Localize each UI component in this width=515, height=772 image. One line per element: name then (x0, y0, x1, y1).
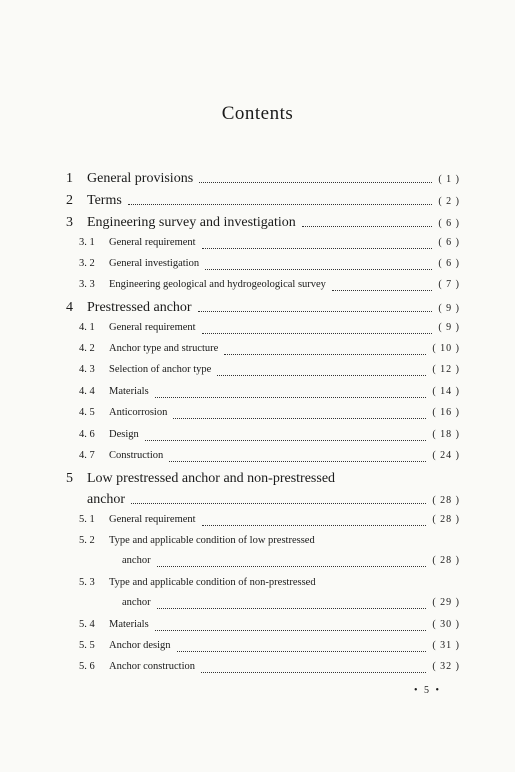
entry-number: 5 (66, 471, 73, 486)
entry-number: 4. 6 (79, 429, 95, 440)
leader-dots (131, 503, 426, 504)
entry-label: Materials (109, 619, 149, 630)
leader-dots (198, 311, 433, 312)
entry-number: 3 (66, 215, 73, 230)
entry-page: ( 6 ) (438, 218, 460, 229)
entry-label: Prestressed anchor (87, 300, 192, 315)
leader-dots (202, 525, 427, 526)
entry-label: Design (109, 429, 139, 440)
toc-entry-5 (66, 471, 460, 489)
entry-number: 4. 1 (79, 322, 95, 333)
entry-number: 4. 4 (79, 386, 95, 397)
entry-number: 5. 4 (79, 619, 95, 630)
toc-entry-3 (66, 215, 460, 233)
leader-dots (128, 204, 433, 205)
leader-dots (217, 375, 426, 376)
toc-entry-5-2-cont (66, 555, 460, 573)
entry-number: 2 (66, 193, 73, 208)
entry-number: 1 (66, 171, 73, 186)
entry-label: General requirement (109, 237, 196, 248)
leader-dots (173, 418, 426, 419)
entry-label: General requirement (109, 514, 196, 525)
toc-entry-5-3-cont (66, 597, 460, 615)
entry-number: 5. 2 (79, 535, 95, 546)
entry-number: 4. 7 (79, 450, 95, 461)
leader-dots (302, 226, 433, 227)
entry-label: Anchor construction (109, 661, 196, 672)
entry-label: Engineering survey and investigation (87, 215, 296, 230)
entry-number: 3. 1 (79, 237, 95, 248)
entry-page: ( 28 ) (432, 495, 460, 506)
toc-entry-5-4 (66, 619, 460, 637)
entry-page: ( 6 ) (438, 258, 460, 269)
entry-page: ( 29 ) (432, 597, 460, 608)
toc-entry-5-cont (66, 492, 460, 510)
toc-entry-3-3 (66, 279, 460, 297)
entry-label: Construction (109, 450, 164, 461)
entry-number: 5. 5 (79, 640, 95, 651)
entry-number: 4. 5 (79, 407, 95, 418)
entry-label: Engineering geological and hydrogeological survey (109, 279, 326, 290)
page-title: Contents (221, 103, 294, 124)
entry-page: ( 28 ) (432, 514, 460, 525)
entry-page: ( 9 ) (438, 303, 460, 314)
leader-dots (202, 333, 433, 334)
toc-entry-5-1 (66, 514, 460, 532)
toc-entry-4-5 (66, 407, 460, 425)
entry-label: Materials (109, 386, 149, 397)
toc-entry-4-3 (66, 364, 460, 382)
entry-label: anchor (122, 555, 151, 566)
toc-entry-4-7 (66, 450, 460, 468)
entry-page: ( 1 ) (438, 174, 460, 185)
page-number: • 5 • (414, 685, 442, 696)
leader-dots (157, 566, 427, 567)
toc-entry-3-1 (66, 237, 460, 255)
leader-dots (155, 630, 427, 631)
entry-label: Anchor type and structure (109, 343, 219, 354)
entry-label: Anchor design (109, 640, 171, 651)
entry-page: ( 14 ) (432, 386, 460, 397)
toc-entry-4-6 (66, 429, 460, 447)
entry-label: Selection of anchor type (109, 364, 212, 375)
entry-page: ( 18 ) (432, 429, 460, 440)
entry-label: Type and applicable condition of low prestressed (109, 535, 315, 546)
leader-dots (157, 608, 427, 609)
entry-label: Terms (87, 193, 122, 208)
leader-dots (224, 354, 426, 355)
toc-entry-4-4 (66, 386, 460, 404)
leader-dots (155, 397, 427, 398)
toc-entry-4 (66, 300, 460, 318)
toc-entry-5-6 (66, 661, 460, 679)
entry-page: ( 32 ) (432, 661, 460, 672)
leader-dots (202, 248, 433, 249)
entry-label: Low prestressed anchor and non-prestressed (87, 471, 336, 486)
entry-page: ( 30 ) (432, 619, 460, 630)
entry-number: 3. 3 (79, 279, 95, 290)
toc-entry-4-2 (66, 343, 460, 361)
toc-entry-3-2 (66, 258, 460, 276)
entry-page: ( 10 ) (432, 343, 460, 354)
entry-page: ( 24 ) (432, 450, 460, 461)
leader-dots (332, 290, 432, 291)
toc-entry-2 (66, 193, 460, 211)
toc-entry-1 (66, 171, 460, 189)
toc-entry-5-5 (66, 640, 460, 658)
leader-dots (201, 672, 426, 673)
entry-page: ( 7 ) (438, 279, 460, 290)
entry-label: Anticorrosion (109, 407, 168, 418)
entry-label: General provisions (87, 171, 194, 186)
entry-number: 5. 3 (79, 577, 95, 588)
entry-page: ( 28 ) (432, 555, 460, 566)
entry-label: General requirement (109, 322, 196, 333)
leader-dots (199, 182, 432, 183)
toc-entry-5-3 (66, 577, 460, 595)
entry-number: 5. 6 (79, 661, 95, 672)
toc-entry-5-2 (66, 535, 460, 553)
leader-dots (145, 440, 427, 441)
leader-dots (177, 651, 427, 652)
entry-page: ( 31 ) (432, 640, 460, 651)
entry-number: 3. 2 (79, 258, 95, 269)
entry-page: ( 9 ) (438, 322, 460, 333)
entry-label: anchor (87, 492, 126, 507)
entry-page: ( 16 ) (432, 407, 460, 418)
entry-number: 4. 3 (79, 364, 95, 375)
entry-page: ( 12 ) (432, 364, 460, 375)
entry-number: 4 (66, 300, 73, 315)
leader-dots (205, 269, 432, 270)
entry-number: 4. 2 (79, 343, 95, 354)
entry-label: Type and applicable condition of non-prestressed (109, 577, 316, 588)
toc-entry-4-1 (66, 322, 460, 340)
entry-page: ( 2 ) (438, 196, 460, 207)
entry-page: ( 6 ) (438, 237, 460, 248)
entry-label: General investigation (109, 258, 200, 269)
entry-label: anchor (122, 597, 151, 608)
leader-dots (169, 461, 426, 462)
entry-number: 5. 1 (79, 514, 95, 525)
